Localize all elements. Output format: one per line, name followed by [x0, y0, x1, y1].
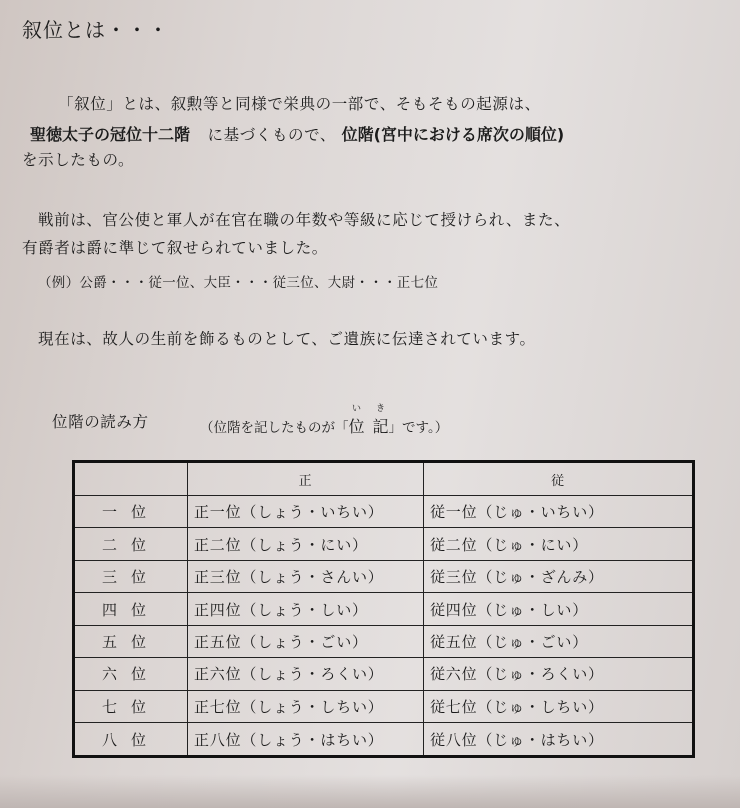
- note-prefix: （位階を記したものが「: [200, 420, 349, 436]
- para2-line2: 有爵者は爵に準じて叙せられていました。: [22, 239, 328, 257]
- para1-line2-mid: に基づくもので、: [207, 126, 337, 144]
- para1-line3: を示したもの。: [22, 151, 135, 169]
- page-title: 叙位とは・・・: [22, 18, 169, 42]
- table-row: 七位 正七位（しょう・しちい） 従七位（じゅ・しちい）: [74, 690, 694, 722]
- i-ruby: い: [352, 404, 362, 414]
- ikai-definition-text: 位階(宮中における席次の順位): [341, 125, 565, 144]
- reading-heading: 位階の読み方: [52, 413, 149, 431]
- table-row: 六位 正六位（しょう・ろくい） 従六位（じゅ・ろくい）: [74, 658, 694, 690]
- para1-line1: 「叙位」とは、叙勲等と同様で栄典の一部で、そもそもの起源は、: [58, 95, 541, 113]
- kani-junikai-text: 聖徳太子の冠位十二階: [30, 125, 191, 144]
- para1-line2: [30, 122, 564, 145]
- table-row: 四位 正四位（しょう・しい） 従四位（じゅ・しい）: [74, 593, 694, 625]
- i-char: い 位: [349, 414, 365, 437]
- example-line: （例）公爵・・・従一位、大臣・・・従三位、大尉・・・正七位: [38, 275, 439, 291]
- table-row: 一位 正一位（しょう・いちい） 従一位（じゅ・いちい）: [74, 496, 694, 528]
- header-ju: 従: [424, 462, 694, 496]
- table-row: 五位 正五位（しょう・ごい） 従五位（じゅ・ごい）: [74, 625, 694, 657]
- ki-ruby: き: [376, 404, 386, 414]
- note-suffix: 」です。）: [388, 420, 449, 436]
- table-row: 三位 正三位（しょう・さんい） 従三位（じゅ・ざんみ）: [74, 560, 694, 592]
- table-row: 二位 正二位（しょう・にい） 従二位（じゅ・にい）: [74, 528, 694, 560]
- page-bottom-shadow: [0, 775, 740, 808]
- table-header-row: [74, 462, 694, 496]
- ki-char: き 記: [373, 414, 389, 437]
- header-blank: [74, 462, 188, 496]
- table-row: 八位 正八位（しょう・はちい） 従八位（じゅ・はちい）: [74, 723, 694, 757]
- rank-reading-table: [72, 460, 695, 758]
- para3: 現在は、故人の生前を飾るものとして、ご遺族に伝達されています。: [38, 330, 536, 348]
- para2-line1: 戦前は、官公使と軍人が在官在職の年数や等級に応じて授けられ、また、: [38, 211, 571, 229]
- header-sho: 正: [188, 462, 424, 496]
- reading-note: [200, 404, 449, 437]
